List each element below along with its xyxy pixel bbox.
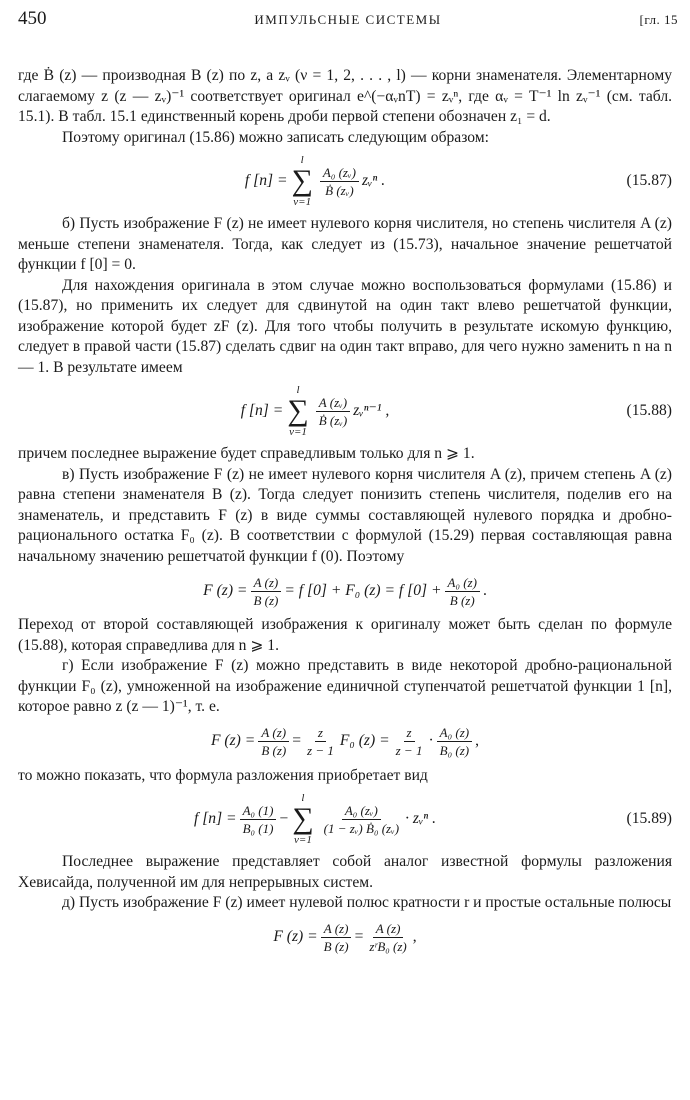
eqc-lhs: F (z) = xyxy=(203,581,248,599)
paragraph-1: где Ḃ (z) — производная B (z) по z, а zᵥ (ν = 1, 2, . . . , l) — корни знаменателя. Элементарному слагаемому z (z — zᵥ)⁻¹ соответствует оригинал e^(−αᵥnT) = zᵥⁿ, где αᵥ = T⁻¹ ln zᵥ⁻¹ (см. табл. 15.1). В табл. 15.1 единственный корень дроби первой степени обозначен z₁ = d. xyxy=(18,67,672,125)
page-header xyxy=(18,8,678,34)
eqd-fraction-4 xyxy=(437,725,472,758)
eq89-f2-numerator: A₀ (zᵥ) xyxy=(342,803,381,820)
equation-15-88 xyxy=(18,382,672,440)
eqe-f1-denominator: B (z) xyxy=(323,939,349,954)
eqd-f2-numerator: z xyxy=(315,725,326,742)
page-body xyxy=(18,66,672,962)
eq88-sum-bottom: ν=1 xyxy=(289,426,307,438)
running-title: ИМПУЛЬСНЫЕ СИСТЕМЫ xyxy=(254,12,442,27)
eq87-sum-bottom: ν=1 xyxy=(293,196,312,208)
eqd-middle: F₀ (z) = xyxy=(339,732,390,750)
eq88-sum-top: l xyxy=(296,384,300,396)
sigma-symbol: ∑ xyxy=(292,802,314,835)
eq89-number: (15.89) xyxy=(626,809,672,827)
paragraph-10: Последнее выражение представляет собой аналог известной формулы разложения Хевисайда, полученной им для непрерывных систем. xyxy=(18,853,672,891)
paragraph-9: то можно показать, что формула разложения приобретает вид xyxy=(18,766,428,784)
eq89-tail: · zᵥⁿ . xyxy=(405,809,437,827)
eq89-f1-denominator: B₀ (1) xyxy=(242,820,274,836)
eq87-fraction xyxy=(320,165,359,198)
eqd-f3-numerator: z xyxy=(404,725,415,742)
eqd-fraction-1 xyxy=(258,725,289,758)
eqd-lhs: F (z) = xyxy=(211,732,256,750)
eq88-numerator: A (zᵥ) xyxy=(316,395,350,412)
equation-d xyxy=(18,722,672,762)
eqd-f1-denominator: B (z) xyxy=(261,743,287,758)
eqd-dot: · xyxy=(428,732,434,750)
eq88-tail: zᵥⁿ⁻¹ , xyxy=(353,401,390,419)
eq87-sum-top: l xyxy=(300,154,304,166)
sigma-symbol: ∑ xyxy=(287,394,309,427)
eqe-tail: , xyxy=(412,928,417,946)
equation-15-87 xyxy=(18,152,672,210)
eq89-minus: − xyxy=(279,809,289,827)
eqe-fraction-1 xyxy=(321,921,352,954)
eq89-f2-denominator: (1 − zᵥ) Ḃ₀ (zᵥ) xyxy=(323,820,400,836)
eqd-f4-denominator: B₀ (z) xyxy=(439,743,470,758)
eq87-tail: zᵥⁿ . xyxy=(361,171,386,189)
eqe-equals: = xyxy=(354,928,364,946)
eqd-f2-denominator: z − 1 xyxy=(307,743,334,758)
eqd-f1-numerator: A (z) xyxy=(258,725,289,742)
eq87-lhs: f [n] = xyxy=(244,171,288,189)
sigma-symbol: ∑ xyxy=(291,164,313,197)
paragraph-5: причем последнее выражение будет справедливым только для n ⩾ 1. xyxy=(18,445,475,462)
equation-15-89 xyxy=(18,790,672,848)
eqc-fraction-2 xyxy=(445,575,480,608)
paragraph-2: Поэтому оригинал (15.86) можно записать следующим образом: xyxy=(62,128,489,146)
eqc-middle: = f [0] + F₀ (z) = f [0] + xyxy=(284,581,442,599)
eqc-tail: . xyxy=(482,581,487,599)
paragraph-3: б) Пусть изображение F (z) не имеет нулевого корня числителя, но степень числителя A (z) меньше степени знаменателя. Тогда, как следует из (15.73), начальное значение решетчатой функции f [0] = 0. xyxy=(18,215,672,273)
eqd-f4-numerator: A₀ (z) xyxy=(437,725,472,742)
eqe-f2-numerator: A (z) xyxy=(373,921,404,938)
eqe-fraction-2 xyxy=(366,921,409,954)
eq87-number: (15.87) xyxy=(626,171,672,189)
eqe-f1-numerator: A (z) xyxy=(321,921,352,938)
eq89-f1-numerator: A₀ (1) xyxy=(240,803,277,820)
eqc-f2-numerator: A₀ (z) xyxy=(445,575,480,592)
eq87-numerator: A₀ (zᵥ) xyxy=(320,165,359,182)
paragraph-6: в) Пусть изображение F (z) не имеет нулевого корня числителя A (z), причем степень A (z) равна степени знаменателя B (z). Тогда следует понизить степень числителя, поделив его на знаменатель, и представить F (z) в виде суммы составляющей нулевого порядка и дробно-рационального остатка F₀ (z). В соответствии с формулой (15.29) первая составляющая равна начальному значению решетчатой функции f (0). Поэтому xyxy=(18,465,672,565)
eqd-fraction-2 xyxy=(304,725,337,758)
eq89-sum xyxy=(292,792,313,846)
eq88-sum xyxy=(287,384,308,438)
eqc-fraction-1 xyxy=(250,575,281,608)
eq89-fraction-1 xyxy=(240,803,277,836)
eq89-sum-bottom: ν=1 xyxy=(294,834,312,846)
eq88-fraction xyxy=(316,395,351,428)
eq88-denominator: Ḃ (zᵥ) xyxy=(318,412,348,428)
eq89-lhs: f [n] = xyxy=(193,809,237,827)
eqe-lhs: F (z) = xyxy=(273,928,318,946)
eqd-equals: = xyxy=(292,732,302,750)
eq87-sum xyxy=(291,154,312,208)
eqd-tail: , xyxy=(475,732,479,750)
eqd-fraction-3 xyxy=(393,725,426,758)
paragraph-8: г) Если изображение F (z) можно представить в виде некоторой дробно-рациональной функции F₀ (z), умноженной на изображение единичной ступенчатой решетчатой функции 1 [n], которое равно z (z — 1)⁻¹, т. е. xyxy=(18,657,672,715)
eq88-number: (15.88) xyxy=(626,401,672,419)
equation-e xyxy=(18,918,672,958)
paragraph-11: д) Пусть изображение F (z) имеет нулевой полюс кратности r и простые остальные полюсы xyxy=(62,894,672,911)
chapter-marker: [гл. 15 xyxy=(639,12,678,27)
eqc-f1-numerator: A (z) xyxy=(251,575,282,592)
eq88-lhs: f [n] = xyxy=(240,401,284,419)
equation-c xyxy=(18,571,672,611)
eq89-fraction-2 xyxy=(321,803,402,836)
page-number: 450 xyxy=(18,8,47,29)
eqd-f3-denominator: z − 1 xyxy=(395,743,423,758)
paragraph-7: Переход от второй составляющей изображения к оригиналу может быть сделан по формуле (15.88), которая справедлива для n ⩾ 1. xyxy=(18,616,672,654)
eqe-f2-denominator: zʳB₀ (z) xyxy=(369,939,407,954)
eq89-sum-top: l xyxy=(301,792,305,804)
eqc-f1-denominator: B (z) xyxy=(253,592,279,608)
paragraph-4: Для нахождения оригинала в этом случае можно воспользоваться формулами (15.86) и (15.87), но применить их следует для сдвинутой на один такт влево решетчатой функции, изображение которой будет zF (z). Для того чтобы получить в результате искомую функцию, следует в правой части (15.87) сделать сдвиг на один такт вправо, для чего нужно заменить n на n — 1. В результате имеем xyxy=(18,276,672,376)
eq87-denominator: Ḃ (zᵥ) xyxy=(325,182,354,198)
eqc-f2-denominator: B (z) xyxy=(449,592,475,608)
